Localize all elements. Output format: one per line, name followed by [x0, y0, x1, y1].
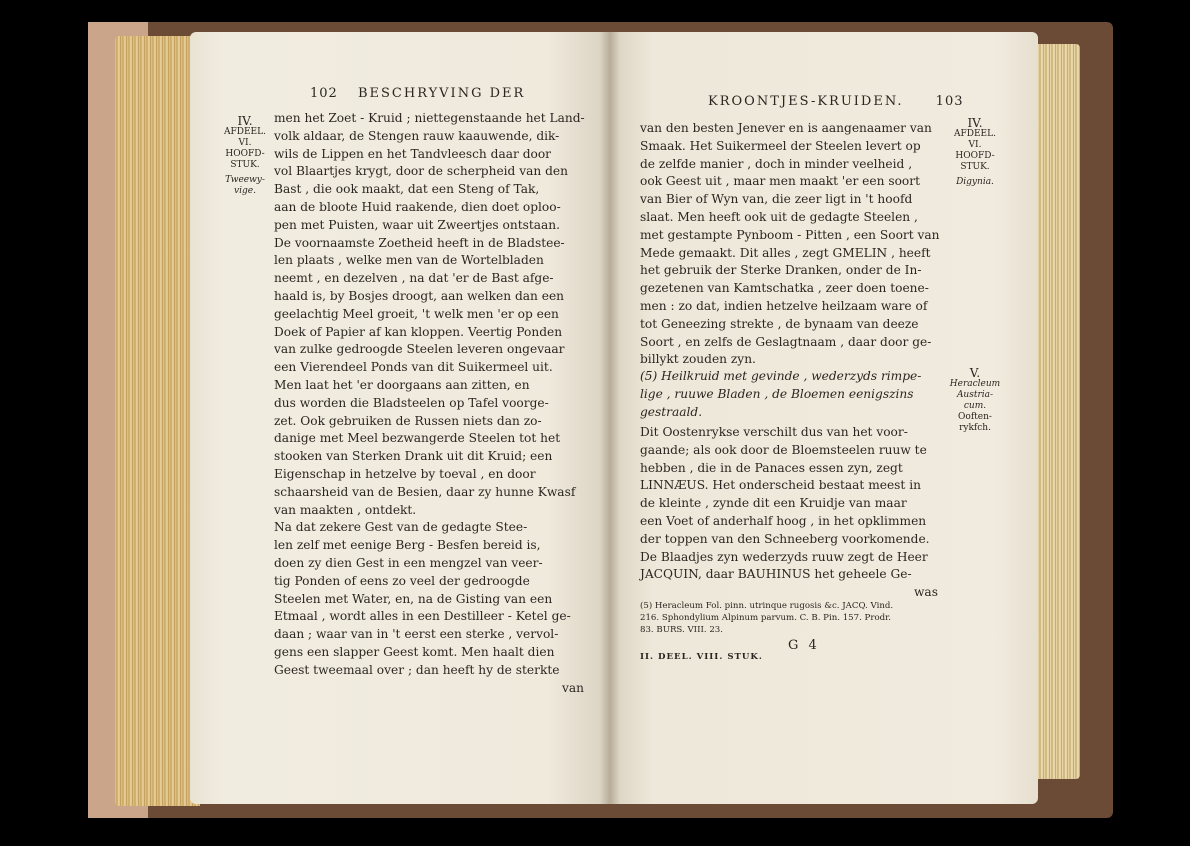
text-line: doen zy dien Gest in een mengzel van veer- [274, 555, 543, 570]
margin-note: STUK. [230, 160, 260, 170]
right-page [610, 32, 1038, 804]
text-line: Eigenschap in hetzelve by toeval , en door [274, 466, 536, 481]
text-line: men : zo dat, indien hetzelve heilzaam ware of [640, 298, 928, 313]
margin-note: VI. [968, 140, 982, 150]
text-line: Na dat zekere Gest van de gedagte Stee- [274, 520, 528, 535]
margin-note: IV. [967, 116, 983, 130]
text-line: Mede gemaakt. Dit alles , zegt GMELIN , heeft [640, 245, 931, 260]
species-heading [640, 368, 960, 421]
margin-note: Ooften- [958, 412, 992, 422]
margin-note: STUK. [960, 162, 990, 172]
text-line: stooken van Sterken Drank uit dit Kruid; een [274, 449, 553, 464]
footnote [640, 600, 970, 636]
text-line: De Blaadjes zyn wederzyds ruuw zegt de Heer [640, 549, 928, 564]
text-line: schaarsheid van de Besien, daar zy hunne Kwasf [274, 484, 576, 499]
right-body-text-top [640, 120, 960, 369]
text-line: een Voet of anderhalf hoog , in het opklimmen [640, 513, 927, 528]
right-page-edges [1032, 44, 1080, 779]
text-line: wils de Lippen en het Tandvleesch daar door [274, 146, 551, 161]
left-page-edges [115, 36, 200, 806]
text-line: tot Geneezing strekte , de bynaam van deeze [640, 316, 919, 331]
text-line: tig Ponden of eens zo veel der gedroogde [274, 573, 530, 588]
text-line: danige met Meel bezwangerde Steelen tot het [274, 431, 561, 446]
right-page-number: 103 [935, 94, 964, 109]
text-line: der toppen van den Schneeberg voorkomende. [640, 531, 930, 546]
text-line: daan ; waar van in 't eerst een sterke , vervol- [274, 627, 559, 642]
species-heading-line: lige , ruuwe Bladen , de Bloemen eenigszins [640, 386, 914, 401]
text-line: slaat. Men heeft ook uit de gedagte Steelen , [640, 209, 918, 224]
margin-note: AFDEEL. [954, 129, 996, 139]
text-line: Steelen met Water, en, na de Gisting van een [274, 591, 553, 606]
text-line: een Vierendeel Ponds van dit Suikermeel uit. [274, 360, 553, 375]
text-line: Dit Oostenrykse verschilt dus van het voor- [640, 425, 908, 439]
text-line: geelachtig Meel groeit, 't welk men 'er op een [274, 306, 559, 321]
margin-note: vige. [234, 186, 256, 196]
left-catchword: van [562, 681, 585, 695]
left-page-number: 102 [310, 86, 338, 101]
text-line: het gebruik der Sterke Dranken, onder de In- [640, 263, 922, 278]
text-line: ook Geest uit , maar men maakt 'er een soort [640, 174, 920, 189]
footnote-line: (5) Heracleum Fol. pinn. utrinque rugosis &c. JACQ. Vind. [640, 601, 894, 611]
text-line: van den besten Jenever en is aangenaamer van [640, 121, 932, 135]
right-header-title: KROONTJES-KRUIDEN. [708, 94, 904, 109]
text-line: zet. Ook gebruiken de Russen niets dan zo- [274, 413, 542, 428]
text-line: JACQUIN, daar BAUHINUS het geheele Ge- [640, 567, 912, 582]
margin-note: Austria- [956, 390, 994, 400]
text-line: gezetenen van Kamtschatka , zeer doen toene- [640, 281, 929, 296]
margin-note: HOOFD- [955, 151, 995, 161]
text-line: pen met Puisten, waar uit Zweertjes ontstaan. [274, 217, 561, 232]
bottom-signature: II. DEEL. VIII. STUK. [640, 652, 763, 662]
footnote-line: 216. Sphondylium Alpinum parvum. C. B. Pin. 157. Prodr. [640, 613, 892, 623]
right-body-text-bottom [640, 424, 960, 584]
text-line: LINNÆUS. Het onderscheid bestaat meest in [640, 478, 921, 493]
margin-note: Digynia. [956, 177, 994, 187]
right-catchword: was [914, 585, 938, 599]
text-line: dus worden die Bladsteelen op Tafel voorge- [274, 395, 549, 410]
right-header [708, 94, 964, 109]
text-line: aan de bloote Huid raakende, dien doet oploo- [274, 199, 561, 214]
text-line: volk aldaar, de Stengen rauw kaauwende, dik- [274, 128, 560, 143]
text-line: len plaats , welke men van de Wortelbladen [274, 253, 544, 268]
text-line: van zulke gedroogde Steelen leveren ongevaar [274, 342, 565, 357]
text-line: Geest tweemaal over ; dan heeft hy de sterkte [274, 662, 560, 677]
margin-note: VI. [238, 138, 252, 148]
text-line: gaande; als ook door de Bloemsteelen ruuw te [640, 442, 927, 457]
text-line: de kleinte , zynde dit een Kruidje van maar [640, 496, 907, 511]
text-line: haald is, by Bosjes droogt, aan welken dan een [274, 288, 565, 303]
margin-note: IV. [237, 114, 253, 128]
species-heading-line: gestraald. [640, 404, 703, 419]
text-line: Doek of Papier af kan kloppen. Veertig Ponden [274, 324, 563, 339]
book-gutter [600, 32, 620, 804]
signature-mark: G 4 [788, 638, 820, 653]
margin-note: Tweewy- [225, 175, 265, 185]
left-page [190, 32, 610, 804]
footnote-line: 83. BURS. VIII. 23. [640, 625, 723, 635]
text-line: Etmaal , wordt alles in een Destilleer - Ketel ge- [274, 609, 571, 624]
text-line: Bast , die ook maakt, dat een Steng of Tak, [274, 182, 540, 197]
text-line: len zelf met eenige Berg - Besfen bereid is, [274, 538, 541, 553]
left-header [310, 86, 525, 101]
margin-note: rykfch. [959, 423, 991, 433]
margin-note: AFDEEL. [224, 127, 266, 137]
text-line: vol Blaartjes krygt, door de scherpheid van den [274, 164, 568, 179]
text-line: men het Zoet - Kruid ; niettegenstaande het Land- [274, 111, 585, 125]
species-heading-line: (5) Heilkruid met gevinde , wederzyds rimpe- [640, 369, 922, 383]
text-line: Smaak. Het Suikermeel der Steelen levert op [640, 138, 921, 153]
text-line: billykt zouden zyn. [640, 352, 756, 367]
text-line: gens een slapper Geest komt. Men haalt dien [274, 644, 555, 659]
text-line: neemt , en dezelven , na dat 'er de Bast afge- [274, 271, 554, 286]
margin-note: V. [969, 366, 981, 380]
text-line: van maakten , ontdekt. [274, 502, 417, 517]
text-line: met gestampte Pynboom - Pitten , een Soort van [640, 227, 940, 242]
text-line: van Bier of Wyn van, die zeer ligt in 't hoofd [640, 192, 913, 207]
left-margin-notes [216, 116, 274, 197]
margin-note: cum. [963, 401, 987, 411]
left-body-text [274, 110, 604, 680]
margin-note: Heracleum [949, 379, 1001, 389]
margin-note: HOOFD- [225, 149, 265, 159]
text-line: Men laat het 'er doorgaans aan zitten, en [274, 377, 530, 392]
text-line: Soort , en zelfs de Geslagtnaam , daar door ge- [640, 334, 932, 349]
text-line: de zelfde manier , doch in minder veelheid , [640, 156, 913, 171]
text-line: hebben , die in de Panaces essen zyn, zegt [640, 460, 903, 475]
text-line: De voornaamste Zoetheid heeft in de Bladstee- [274, 235, 565, 250]
left-header-title: BESCHRYVING DER [357, 86, 526, 101]
